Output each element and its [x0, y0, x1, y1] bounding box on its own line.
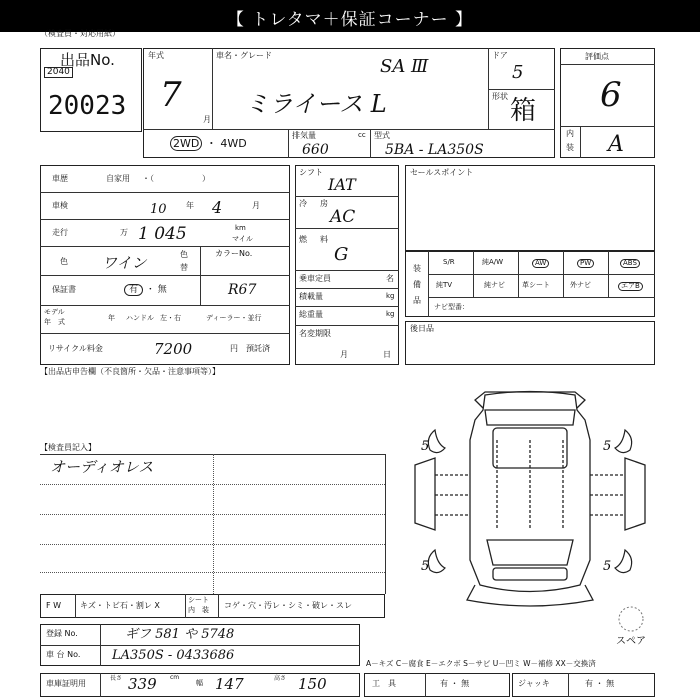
tools-options: 有 ・ 無 — [440, 679, 470, 688]
certificate-unit: cm — [170, 674, 180, 681]
equipment-label-3: 品 — [413, 296, 421, 305]
equip-pw: PW — [577, 259, 594, 268]
color-code-label: カラーNo. — [215, 249, 253, 258]
model-year-handle: ハンドル — [126, 314, 154, 322]
car-body-diagram[interactable] — [405, 380, 655, 610]
tools-no: 無 — [461, 679, 470, 688]
aftermarket-label: 後日品 — [410, 324, 434, 333]
interior-value: A — [608, 132, 624, 157]
mileage-label: 走行 — [52, 228, 68, 237]
lot-label: 出品No. — [60, 51, 115, 69]
fuel-label-2: 料 — [320, 235, 328, 244]
color-sub-1: 色 — [180, 250, 188, 259]
inspector-note: オーディオレス — [50, 458, 154, 476]
score-label: 評価点 — [585, 52, 609, 61]
fw-label: F W — [46, 601, 62, 610]
shift-label: シフト — [299, 168, 323, 177]
shift-value: IAT — [328, 175, 356, 194]
color-label: 色 — [60, 257, 68, 266]
inspection-label: 車検 — [52, 201, 68, 210]
warranty-yes: 有 — [124, 284, 143, 296]
inspection-year: 10 — [150, 202, 167, 217]
warranty-no: 無 — [157, 285, 167, 295]
jack-options: 有 ・ 無 — [585, 679, 615, 688]
equip-leather: 革シート — [522, 281, 550, 289]
equip-aw-genuine: 純A/W — [482, 258, 504, 266]
mileage-unit-km: km — [235, 224, 246, 232]
lot-tag: 2040 — [44, 67, 73, 78]
equip-aw: AW — [532, 259, 549, 268]
fw-seat-desc: コゲ・穴・汚レ・シミ・破レ・スレ — [224, 601, 352, 610]
load-label: 積載量 — [299, 292, 323, 301]
chassis-value: LA350S - 0433686 — [112, 648, 235, 663]
title-banner — [0, 0, 700, 32]
aircon-value: AC — [330, 207, 356, 227]
spare-label: スペア — [616, 636, 646, 647]
doors-label: ドア — [492, 51, 508, 60]
year-value: 7 — [160, 75, 182, 115]
equip-navi-genuine: 純ナビ — [484, 281, 505, 289]
certificate-length: 339 — [128, 675, 157, 693]
equip-abs: ABS — [620, 259, 640, 268]
fw-desc: キズ・トビ石・割レ X — [80, 601, 160, 610]
certificate-height: 150 — [298, 675, 327, 693]
certificate-height-label: 高さ — [274, 675, 287, 682]
capacity-label: 乗車定員 — [299, 274, 331, 283]
mileage-value: 1 045 — [138, 224, 187, 244]
color-code-value: R67 — [228, 282, 257, 298]
fuel-label-1: 燃 — [299, 235, 307, 244]
interior-label-1: 内 — [566, 129, 574, 138]
displacement-value: 660 — [302, 142, 329, 158]
recycle-value: 7200 — [154, 340, 193, 358]
svg-text:5: 5 — [603, 439, 612, 454]
certificate-length-label: 長さ — [110, 675, 123, 682]
history-box — [40, 165, 290, 365]
drive-4wd: 4WD — [220, 137, 247, 150]
damage-legend: A－キズ C－腐食 E－エクボ S－サビ U－凹ミ W－補修 XX－交換済 — [366, 659, 596, 668]
model-year-dealer: ディーラー・並行 — [206, 314, 262, 322]
aircon-label-1: 冷 — [299, 199, 307, 208]
displacement-label: 排気量 — [292, 131, 316, 140]
mileage-man: 万 — [120, 228, 128, 237]
svg-text:5: 5 — [421, 559, 430, 574]
jack-no: 無 — [606, 679, 615, 688]
history-value: 自家用 — [106, 174, 130, 183]
fuel-value: G — [334, 244, 349, 265]
score-value: 6 — [600, 75, 622, 115]
tools-label: 工 具 — [372, 679, 396, 688]
color-sub-2: 替 — [180, 263, 188, 272]
lot-number: 20023 — [48, 91, 127, 121]
chassis-label: 車 台 No. — [46, 650, 81, 659]
recycle-label: リサイクル料金 — [48, 344, 103, 353]
equip-airbag: エアB — [618, 282, 643, 291]
certificate-width-label: 幅 — [196, 679, 203, 687]
capacity-unit: 名 — [386, 274, 394, 283]
doors-value: 5 — [512, 62, 524, 83]
model-year-label-1: モデル — [44, 308, 65, 316]
aftermarket-box — [405, 321, 655, 365]
inspector-label: 【検査員記入】 — [40, 443, 96, 452]
recycle-unit: 円 — [230, 344, 238, 353]
sales-point-box — [405, 165, 655, 251]
sales-point-label: セールスポイント — [410, 168, 474, 177]
certificate-label: 車庫証明用 — [46, 679, 86, 688]
color-value: ワイン — [102, 254, 147, 272]
model-name: ミライース L — [245, 90, 387, 118]
shape-label: 形状 — [492, 92, 508, 101]
model-year-year: 年 — [108, 314, 115, 322]
mileage-unit-mile: マイル — [232, 235, 253, 243]
gross-label: 総重量 — [299, 310, 323, 319]
banner-title: 【 トレタマ＋保証コーナー 】 — [226, 10, 474, 30]
history-rest: ・（ ） — [142, 174, 210, 183]
inspection-month-label: 月 — [252, 201, 260, 210]
seller-note: 【出品店申告欄（不良箇所・欠品・注意事項等）】 — [40, 367, 220, 376]
year-label: 年式 — [148, 51, 164, 60]
aircon-label-2: 房 — [320, 199, 328, 208]
name-change-label: 名変期限 — [299, 329, 331, 338]
model-label: 車名・グレード — [216, 51, 272, 60]
type-label: 型式 — [374, 131, 390, 140]
drive-2wd: 2WD — [170, 136, 202, 151]
type-value: 5BA - LA350S — [385, 142, 484, 158]
drive-options: 2WD ・ 4WD — [170, 138, 247, 149]
inspection-year-label: 年 — [186, 201, 194, 210]
fw-seat-1: シート — [188, 596, 209, 604]
equipment-label-2: 備 — [413, 280, 421, 289]
tools-yes: 有 — [440, 679, 448, 688]
equip-navi-ext: 外ナビ — [570, 281, 591, 289]
inspection-month: 4 — [212, 198, 223, 217]
shape-value: 箱 — [510, 96, 537, 126]
equip-sr: S/R — [443, 258, 455, 266]
displacement-unit: cc — [358, 131, 366, 139]
interior-label-2: 装 — [566, 143, 574, 152]
history-label: 車歴 — [52, 174, 68, 183]
equip-tv: 純TV — [436, 281, 453, 289]
header-note: （検査員・対応用紙） — [40, 29, 120, 38]
model-note: SA Ⅲ — [380, 56, 429, 77]
svg-text:5: 5 — [421, 439, 430, 454]
warranty-label: 保証書 — [52, 285, 76, 294]
gross-unit: kg — [386, 310, 395, 318]
load-unit: kg — [386, 292, 395, 300]
spare-wheel-icon — [616, 604, 646, 634]
equip-navi-model: ナビ型番： — [434, 303, 469, 311]
recycle-note: 預託済 — [246, 344, 270, 353]
model-year-lr: 左・右 — [160, 314, 181, 322]
month-label: 月 — [203, 115, 211, 124]
name-change-day: 日 — [383, 350, 391, 359]
jack-label: ジャッキ — [518, 679, 550, 688]
registration-value: ギフ 581 や 5748 — [125, 627, 235, 642]
fw-seat-2: 内 装 — [188, 606, 209, 614]
name-change-month: 月 — [340, 350, 348, 359]
equipment-label-1: 装 — [413, 264, 421, 273]
certificate-width: 147 — [215, 675, 244, 693]
registration-label: 登録 No. — [46, 629, 78, 638]
model-year-label-2: 年 式 — [44, 318, 65, 326]
jack-yes: 有 — [585, 679, 593, 688]
svg-text:5: 5 — [603, 559, 612, 574]
warranty-options: 有 ・ 無 — [124, 286, 167, 295]
